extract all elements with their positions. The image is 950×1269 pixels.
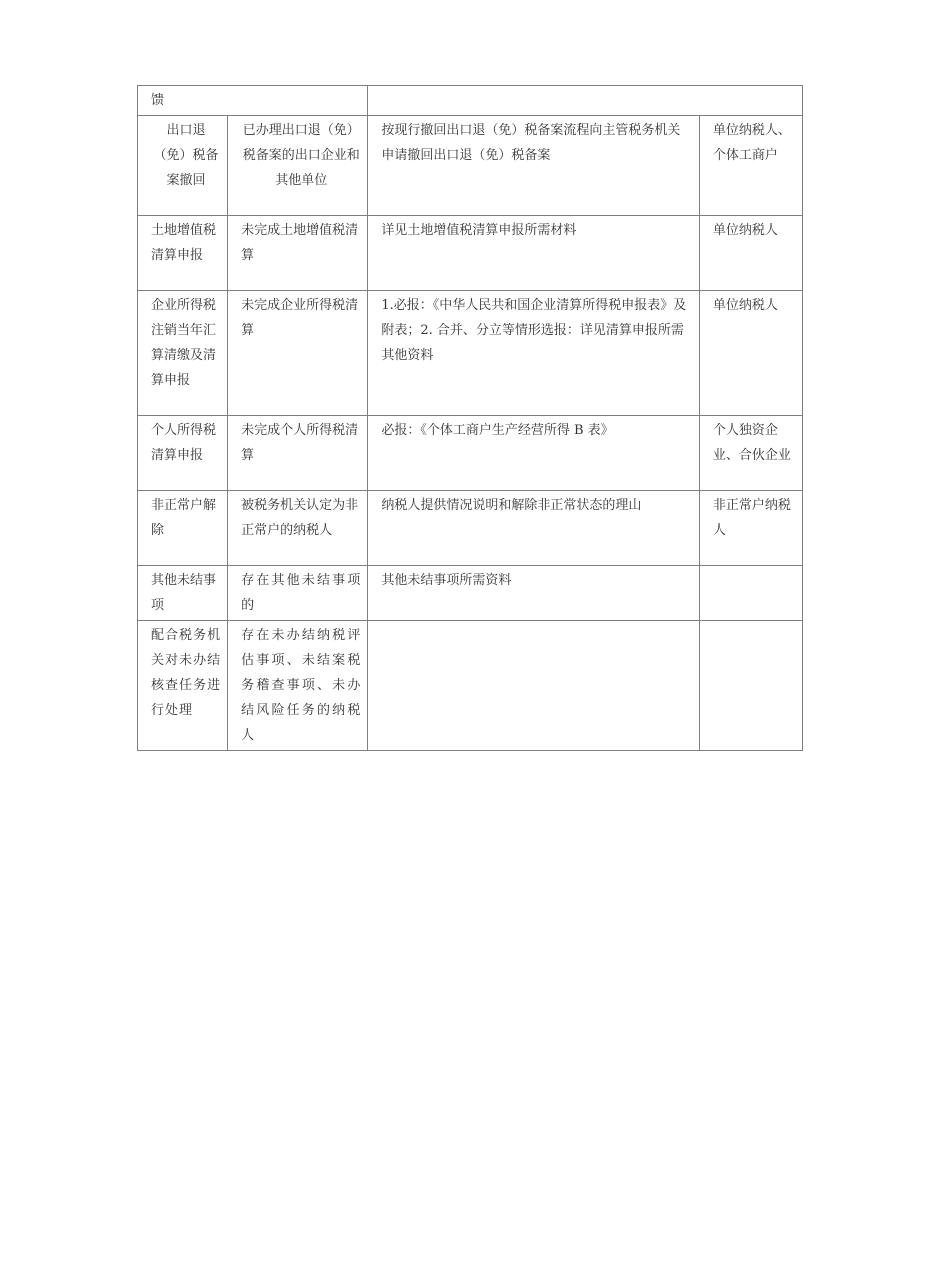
table-row — [138, 621, 803, 751]
table-cell-item: 馈 — [138, 86, 368, 116]
table-cell-scope — [699, 621, 802, 751]
table-cell-condition: 已办理出口退（免）税备案的出口企业和其他单位 — [228, 116, 368, 216]
table-cell-item: 个人所得税清算申报 — [138, 416, 228, 491]
table-row — [138, 216, 803, 291]
table-cell-condition: 被税务机关认定为非正常户的纳税人 — [228, 491, 368, 566]
table-cell-scope: 单位纳税人 — [699, 291, 802, 416]
table-cell-scope: 单位纳税人 — [699, 216, 802, 291]
table-cell-item: 出口退（免）税备案撤回 — [138, 116, 228, 216]
table-row — [138, 291, 803, 416]
table-cell-materials: 必报：《个体工商户生产经营所得 B 表》 — [368, 416, 699, 491]
table-cell-item: 配合税务机关对未办结核查任务进行处理 — [138, 621, 228, 751]
table-cell-scope: 非正常户纳税人 — [699, 491, 802, 566]
table-cell-scope: 个人独资企业、合伙企业 — [699, 416, 802, 491]
table-row — [138, 566, 803, 621]
table-cell-blank — [368, 86, 803, 116]
table-cell-materials: 按现行撤回出口退（免）税备案流程向主管税务机关申请撤回出口退（免）税备案 — [368, 116, 699, 216]
table-cell-materials: 纳税人提供情况说明和解除非正常状态的理山 — [368, 491, 699, 566]
table-cell-condition: 未完成个人所得税清算 — [228, 416, 368, 491]
table-cell-item: 非正常户解除 — [138, 491, 228, 566]
table-row — [138, 86, 803, 116]
table-cell-condition: 存在未办结纳税评估事项、未结案税务稽查事项、未办结风险任务的纳税人 — [228, 621, 368, 751]
table-cell-materials: 其他未结事项所需资料 — [368, 566, 699, 621]
table-cell-condition: 存在其他未结事项的 — [228, 566, 368, 621]
table-row — [138, 416, 803, 491]
table-cell-item: 企业所得税注销当年汇算清缴及清算申报 — [138, 291, 228, 416]
table-cell-materials — [368, 621, 699, 751]
tax-deregistration-table — [137, 85, 803, 751]
table-row — [138, 491, 803, 566]
table-cell-condition: 未完成企业所得税清算 — [228, 291, 368, 416]
table-row — [138, 116, 803, 216]
table-cell-scope — [699, 566, 802, 621]
table-cell-scope: 单位纳税人、个体工商户 — [699, 116, 802, 216]
table-cell-item: 其他未结事项 — [138, 566, 228, 621]
table-cell-condition: 未完成土地增值税清算 — [228, 216, 368, 291]
table-cell-item: 土地增值税清算申报 — [138, 216, 228, 291]
table-cell-materials: 详见土地增值税清算申报所需材料 — [368, 216, 699, 291]
table-cell-materials: 1.必报：《中华人民共和国企业清算所得税申报表》及附表；2. 合并、分立等情形选报：详见清算申报所需其他资料 — [368, 291, 699, 416]
